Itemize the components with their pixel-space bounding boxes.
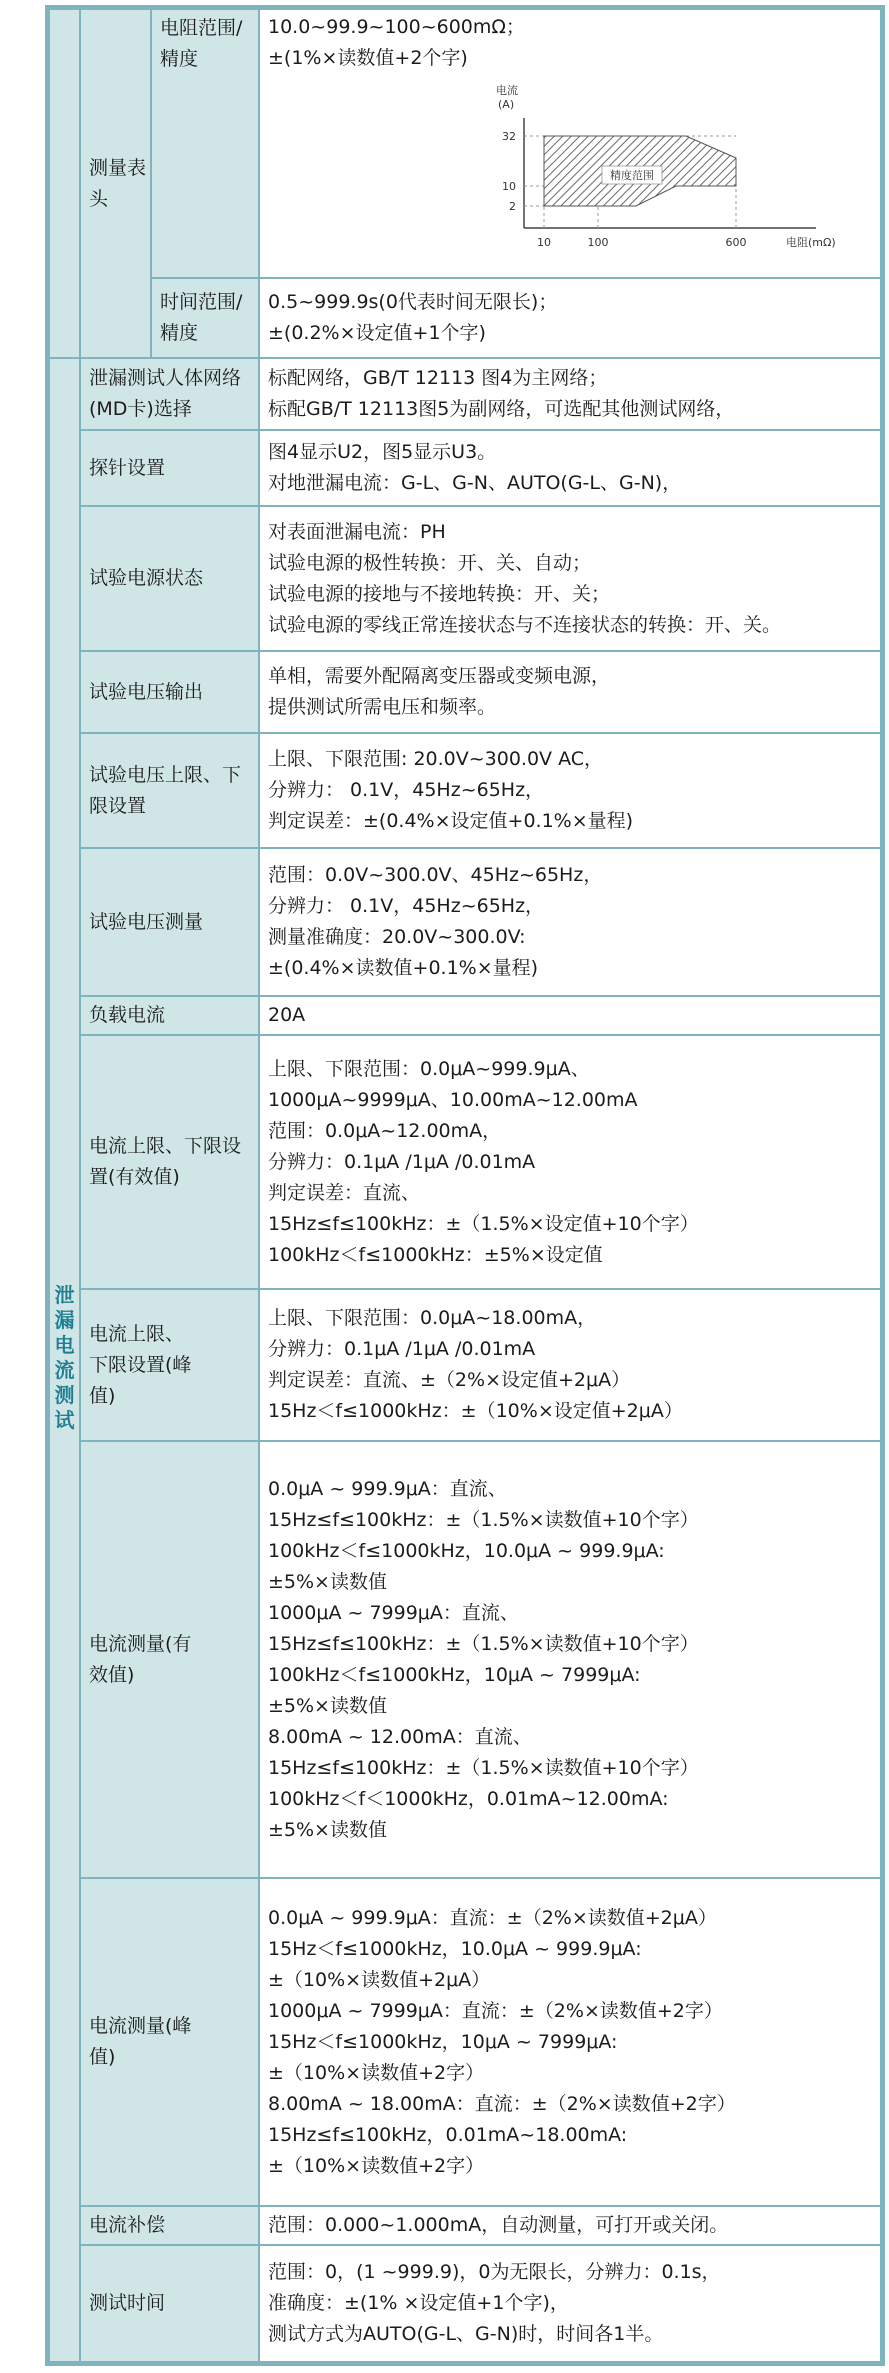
row-value-cell [259, 430, 881, 506]
row-label-cell [80, 430, 259, 506]
value-line: 范围：0.0V~300.0V、45Hz~65Hz， [268, 864, 603, 886]
table-row [49, 1878, 881, 2206]
row-label-cell [80, 358, 259, 430]
row-label-cell [80, 506, 259, 651]
graph-y-title: 电流 [496, 84, 518, 97]
value-line: 100kHz＜f≤1000kHz，10μA ~ 7999μA: [268, 1663, 641, 1686]
value-line: 0.0μA ~ 999.9μA：直流、 [268, 1477, 507, 1500]
value-line: 100kHz＜f＜1000kHz，0.01mA~12.00mA: [268, 1787, 669, 1810]
row-label: 试验电压输出 [89, 680, 204, 703]
row-value-cell [259, 506, 881, 651]
table-row [49, 9, 881, 278]
value-line: 0.5~999.9s(0代表时间无限长)； [268, 291, 558, 313]
value-line: 上限、下限范围：0.0μA~18.00mA， [268, 1307, 597, 1329]
value-line: 10.0~99.9~100~600mΩ； [268, 16, 525, 38]
value-line: 15Hz≤f≤100kHz：±（1.5%×读数值+10个字） [268, 1632, 699, 1655]
value-line: 范围：0，(1 ~999.9)，0为无限长，分辨力：0.1s， [268, 2261, 721, 2283]
table-row [49, 733, 881, 848]
value-line: 15Hz≤f≤100kHz：±（1.5%×读数值+10个字） [268, 1508, 699, 1531]
value-line: 范围：0.000~1.000mA，自动测量，可打开或关闭。 [268, 2214, 729, 2236]
section-head-cell [80, 9, 151, 358]
row-label-cell [80, 2206, 259, 2245]
table-row [49, 278, 881, 358]
table-row [49, 1441, 881, 1878]
table-row [49, 996, 881, 1035]
y-tick: 32 [502, 130, 516, 143]
row-label-cell [80, 996, 259, 1035]
value-line: 判定误差：直流、±（2%×设定值+2μA） [268, 1369, 631, 1391]
row-label: 时间范围/精度 [160, 291, 243, 344]
region-label: 精度范围 [610, 169, 654, 182]
row-value-cell [259, 848, 881, 996]
row-label-cell [151, 278, 259, 358]
y-tick: 10 [502, 180, 516, 193]
row-label-cell [80, 848, 259, 996]
row-label: 电流上限、下限设置(峰值) [89, 1322, 192, 1407]
value-line: ±5%×读数值 [268, 1818, 387, 1841]
value-line: 试验电源的零线正常连接状态与不连接状态的转换：开、关。 [268, 613, 782, 636]
row-value-cell [259, 1289, 881, 1441]
row-value-cell [259, 733, 881, 848]
value-line: 15Hz≤f≤100kHz：±（1.5%×读数值+10个字） [268, 1756, 699, 1779]
value-line: 分辨力：0.1μA /1μA /0.01mA [268, 1338, 536, 1360]
row-label-cell [151, 9, 259, 278]
value-line: 1000μA ~ 7999μA：直流：±（2%×读数值+2字） [268, 1999, 723, 2022]
row-value-cell [259, 2245, 881, 2362]
row-label-cell [80, 1289, 259, 1441]
table-row [49, 2245, 881, 2362]
table-row [49, 358, 881, 430]
value-line: 范围：0.0μA~12.00mA， [268, 1119, 502, 1142]
row-value-cell [259, 1878, 881, 2206]
value-line: 8.00mA ~ 18.00mA：直流：±（2%×读数值+2字） [268, 2092, 736, 2115]
value-line: 单相，需要外配隔离变压器或变频电源， [268, 665, 611, 687]
value-line: 判定误差：±(0.4%×设定值+0.1%×量程) [268, 810, 634, 832]
row-value-cell [259, 996, 881, 1035]
x-title: 电阻(mΩ) [786, 236, 836, 249]
value-line: ±(0.4%×读数值+0.1%×量程) [268, 957, 539, 979]
value-line: 分辨力： 0.1V，45Hz~65Hz， [268, 779, 545, 801]
row-label-cell [80, 1878, 259, 2206]
value-line: 标配GB/T 12113图5为副网络，可选配其他测试网络， [268, 398, 735, 420]
value-line: 标配网络，GB/T 12113 图4为主网络； [268, 367, 608, 389]
value-line: 测试方式为AUTO(G-L、G-N)时，时间各1半。 [268, 2323, 664, 2345]
row-label: 电流补偿 [89, 2214, 166, 2236]
row-value-cell [259, 358, 881, 430]
value-line: 15Hz＜f≤1000kHz，10.0μA ~ 999.9μA: [268, 1937, 642, 1960]
value-line: 100kHz＜f≤1000kHz，10.0μA ~ 999.9μA: [268, 1539, 665, 1562]
value-line: 0.0μA ~ 999.9μA：直流：±（2%×读数值+2μA） [268, 1906, 717, 1929]
spec-table [48, 8, 882, 2363]
value-line: 15Hz＜f≤1000kHz，10μA ~ 7999μA: [268, 2030, 618, 2053]
row-label: 试验电压测量 [89, 910, 204, 933]
row-label-cell [80, 651, 259, 733]
value-line: 20A [268, 1004, 306, 1026]
value-line: 15Hz＜f≤1000kHz：±（10%×设定值+2μA） [268, 1400, 683, 1422]
graph-y-unit: (A) [498, 98, 515, 111]
row-value-cell [259, 278, 881, 358]
value-line: 图4显示U2，图5显示U3。 [268, 441, 497, 463]
value-line: ±（10%×读数值+2字） [268, 2154, 485, 2177]
value-line: 提供测试所需电压和频率。 [268, 696, 497, 718]
side-band [49, 9, 80, 358]
row-label: 电阻范围/精度 [160, 17, 243, 70]
value-line: ±(1%×读数值+2个字) [268, 47, 468, 69]
accuracy-range-graph [476, 78, 876, 258]
row-value-cell [259, 651, 881, 733]
table-row [49, 1289, 881, 1441]
value-line: 15Hz≤f≤100kHz：±（1.5%×设定值+10个字） [268, 1212, 699, 1235]
section-head-label: 测量表头 [89, 156, 147, 210]
row-label: 探针设置 [89, 456, 166, 479]
y-tick: 2 [509, 200, 516, 213]
table-row [49, 848, 881, 996]
category-cell [49, 358, 80, 2362]
value-line: 判定误差：直流、 [268, 1181, 421, 1204]
value-line: ±5%×读数值 [268, 1570, 387, 1593]
value-line: ±（10%×读数值+2字） [268, 2061, 485, 2084]
row-value-cell [259, 9, 881, 278]
table-row [49, 506, 881, 651]
value-line: ±5%×读数值 [268, 1694, 387, 1717]
value-line: 对表面泄漏电流：PH [268, 520, 446, 543]
category-label: 泄漏电流测试 [54, 1283, 75, 1432]
value-line: 试验电源的极性转换：开、关、自动； [268, 551, 592, 574]
table-row [49, 2206, 881, 2245]
x-tick: 600 [725, 236, 747, 249]
value-line: 试验电源的接地与不接地转换：开、关； [268, 582, 611, 605]
table-row [49, 1035, 881, 1289]
row-label: 负载电流 [89, 1004, 166, 1026]
row-value-cell [259, 1441, 881, 1878]
value-line: 准确度：±(1% ×设定值+1个字)， [268, 2292, 569, 2314]
x-tick: 10 [537, 236, 551, 249]
row-label: 泄漏测试人体网络(MD卡)选择 [89, 367, 242, 420]
table-row [49, 651, 881, 733]
row-value-cell [259, 2206, 881, 2245]
value-line: 分辨力：0.1μA /1μA /0.01mA [268, 1150, 536, 1173]
value-line: 1000μA ~ 7999μA：直流、 [268, 1601, 519, 1624]
row-label-cell [80, 2245, 259, 2362]
row-label: 电流上限、下限设置(有效值) [89, 1135, 242, 1188]
value-line: ±(0.2%×设定值+1个字) [268, 322, 486, 344]
value-line: 测量准确度：20.0V~300.0V: [268, 926, 526, 948]
value-line: 上限、下限范围：0.0μA~999.9μA、 [268, 1057, 590, 1080]
row-label: 测试时间 [89, 2292, 166, 2314]
row-label-cell [80, 1441, 259, 1878]
row-value-cell [259, 1035, 881, 1289]
x-tick: 100 [587, 236, 609, 249]
value-line: 上限、下限范围: 20.0V~300.0V AC， [268, 748, 604, 770]
row-label: 试验电源状态 [89, 567, 204, 589]
value-line: 分辨力： 0.1V，45Hz~65Hz， [268, 895, 545, 917]
row-label-cell [80, 1035, 259, 1289]
row-label-cell [80, 733, 259, 848]
row-label: 电流测量(有效值) [89, 1632, 192, 1686]
value-line: ±（10%×读数值+2μA） [268, 1968, 491, 1991]
value-line: 对地泄漏电流：G-L、G-N、AUTO(G-L、G-N)， [268, 472, 682, 494]
row-label: 电流测量(峰值) [89, 2015, 192, 2068]
value-line: 100kHz＜f≤1000kHz：±5%×设定值 [268, 1243, 603, 1266]
row-label: 试验电压上限、下限设置 [89, 763, 242, 817]
value-line: 1000μA~9999μA、10.00mA~12.00mA [268, 1088, 638, 1111]
table-row [49, 430, 881, 506]
value-line: 8.00mA ~ 12.00mA：直流、 [268, 1725, 532, 1748]
value-line: 15Hz≤f≤100kHz，0.01mA~18.00mA: [268, 2123, 628, 2146]
